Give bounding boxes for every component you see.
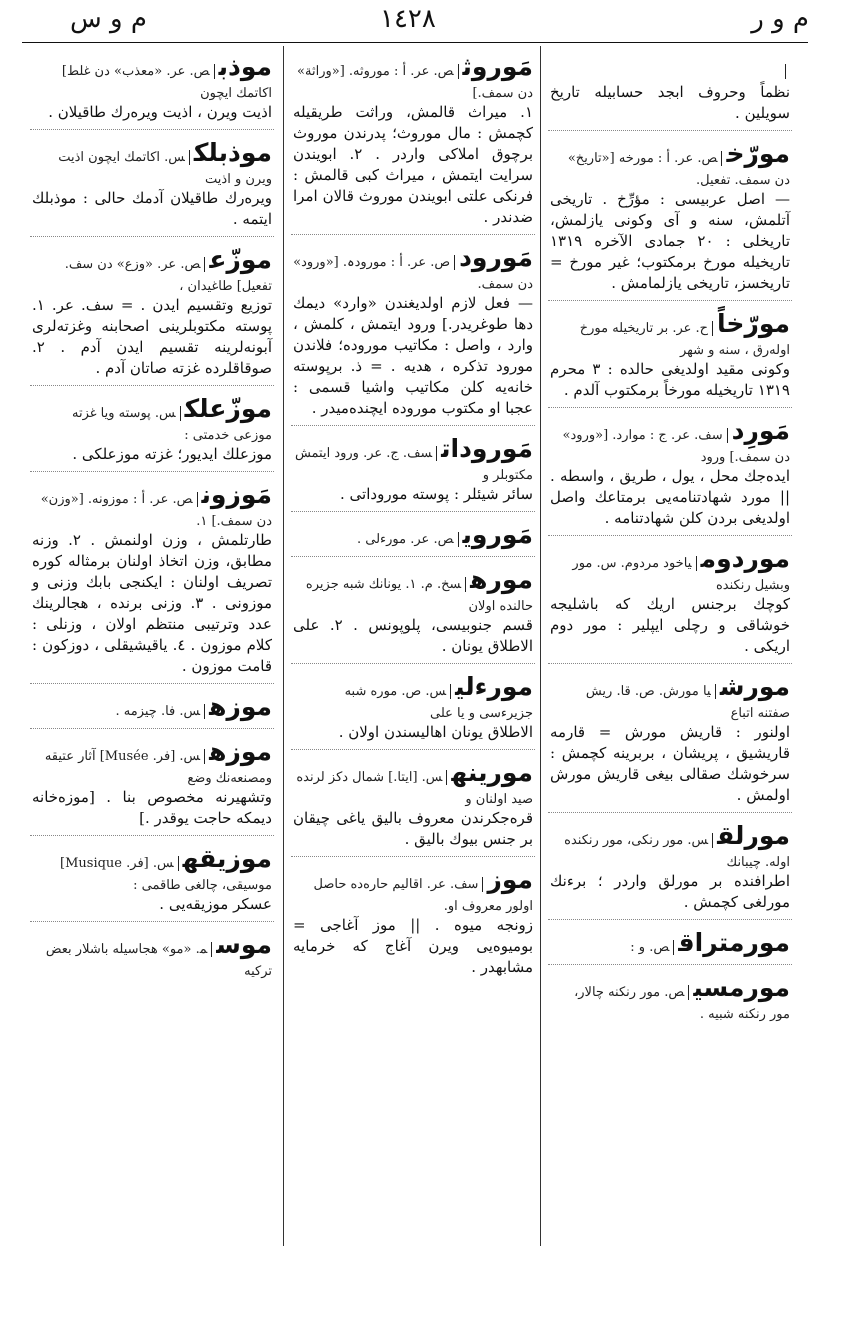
dictionary-entry <box>291 756 535 857</box>
dictionary-entry <box>291 863 535 984</box>
entry-definition: کوچك برجنس اریك که باشلیجه خوشاقی و رچلی ایپلیر : مور دوم اریکی . <box>550 595 790 655</box>
entry-definition: توزیع وتقسیم ایدن . = سف. عر. ١. پوسته مکتوبلرینی اصحابنه وغزته‌لری آبونه‌لرینه تقسیم ایدن آدم . ٢. صوقاقلرده غزته صاتان آدم . <box>32 296 272 377</box>
entry-headword: موزّع <box>209 245 272 274</box>
entry-definition: — اصل عربیسی : مؤرِّخ . تاریخی آتلمش، سنه و آی وکونی یازلمش، تاریخلی : ٢٠ جمادی الآخره ١٣١٩ تاریخیله مورخ برمکتوب؛ غیر مورخ = تاریخسز، تاریخی یازلمامش . <box>550 190 790 292</box>
entry-headword: مورینه <box>451 758 533 787</box>
dictionary-entry <box>548 670 792 813</box>
entry-grammar: ص. عر. أ : مورودہ. [«ورود» دن سمف. <box>293 255 533 292</box>
entry-headword: موذبلك <box>193 138 272 167</box>
dictionary-entry <box>30 136 274 237</box>
page-header <box>0 0 849 44</box>
dictionary-entry <box>30 243 274 386</box>
dictionary-entry <box>30 735 274 836</box>
entry-grammar <box>781 64 786 79</box>
entry-headword: مورّخ <box>726 139 790 168</box>
entry-grammar: س. [فر. Musée] آثار عتیقه ومصنعه‌نك وضع <box>44 749 272 786</box>
entry-headword: موذب <box>218 52 272 81</box>
entry-definition: ویره‌رك طاقیلان آدمك حالی : موذبلك ایتمه . <box>32 189 272 228</box>
entry-headword: موردوم <box>700 544 790 573</box>
entry-headword: مورمسی <box>693 973 790 1002</box>
dictionary-entry <box>30 478 274 684</box>
entry-grammar: ح. عر. بر تاریخیله مورخ اوله‌رق ، سنه و شهر <box>579 321 790 358</box>
dictionary-entry <box>30 50 274 130</box>
dictionary-entry <box>30 392 274 472</box>
dictionary-entry <box>548 50 792 131</box>
dictionary-entry <box>548 414 792 536</box>
header-rule <box>22 42 808 43</box>
entry-definition: الاطلاق یونان اهالیسندن اولان . <box>338 723 533 741</box>
entry-grammar: س. [فر. Musique] موسیقی، چالغی طاقمی : <box>60 856 272 893</box>
entry-headword: موزّعلك <box>184 394 272 423</box>
entry-grammar: ص. و : <box>630 940 674 955</box>
entry-headword: مَوروث <box>462 52 533 81</box>
header-letters-left: م و س <box>70 4 147 34</box>
entry-definition: قره‌جکرندن معروف بالیق یاغی چیقان بر جنس بیوك بالیق . <box>293 809 533 848</box>
entry-grammar: ص. عر. أ : مورخه [«تاریخ» دن سمف. تفعیل. <box>567 151 790 188</box>
entry-headword: مَورودات <box>441 434 533 463</box>
entry-grammar: سف. عر. ج : موارد. [«ورود» دن سمف.] ورود <box>562 428 790 465</box>
column-divider <box>283 46 284 1246</box>
entry-grammar: یا مورش. ص. قا. ریش صفتنه اتباع <box>585 684 790 721</box>
entry-definition: وتشهیرنه مخصوص بنا . [موزه‌خانه دیمکه حاجت یوقدر .] <box>32 788 272 827</box>
entry-grammar: ص. عر. «معذب» دن غلط] اکاتمك ایچون <box>61 64 272 101</box>
entry-definition: — فعل لازم اولدیغندن «وارد» دیمك دها طوغریدر.] ورود ایتمش ، کلمش ، وارد ، واصل : مکاتیب موروده؛ فلاندن مورود تذکره ، هدیه . = ذ. برپوسته خانه‌یه کلن مکاتیب واشیا قسمی : عجبا او مکتوب موروده ایچنده‌میدر . <box>293 294 533 417</box>
entry-headword: مورءلی <box>455 672 533 701</box>
entry-headword: مَورِد <box>731 416 790 445</box>
dictionary-entry <box>548 971 792 1029</box>
entry-grammar: م‍. «مو» هجاسیله باشلار بعض ترکیه <box>45 942 272 979</box>
entry-definition: قسم جنوبیسی، پلوپونس . ٢. علی الاطلاق یونان . <box>293 616 533 655</box>
column-left <box>30 50 274 1246</box>
page-number: ١٤٢٨ <box>380 4 436 34</box>
entry-definition: اولنور : قاریش مورش = قارمه قاریشیق ، پریشان ، بربرینه کچمش : سرخوشك صقالی بیغی قاریش مورش اولمش . <box>550 723 790 804</box>
dictionary-entry <box>30 690 274 729</box>
column-divider <box>540 46 541 1246</box>
entry-definition: نظماً وحروف ابجد حسابیله تاریخ سویلین . <box>550 83 790 122</box>
entry-headword: موز <box>487 865 533 894</box>
dictionary-entry <box>548 819 792 920</box>
entry-headword: موزه <box>209 737 272 766</box>
entry-grammar: ص. عر. أ : موزونه. [«وزن» دن سمف.] ١. <box>40 492 272 529</box>
entry-definition: اطرافنده بر مورلق واردر ؛ برءنك مورلغی کچمش . <box>550 872 790 911</box>
entry-definition: طارتلمش ، وزن اولنمش . ٢. وزنه مطابق، وزن اتخاذ اولنان برمثاله کوره تصریف اولنان : ایکنجی بابك وزنی و موزونی . ٣. وزنی برنده ، هجالرینك عدد وترتیبی منتظم اولان ، وزنلی : کلام موزون . ٤. یاقیشیقلی ، دوزکون : قامت موزون . <box>32 531 272 675</box>
dictionary-entry <box>291 50 535 235</box>
entry-headword: مورمتراق <box>678 928 790 957</box>
header-letters-right: م و ر <box>751 4 809 34</box>
entry-grammar: س. پوسته ویا غزته موزعی خدمتی : <box>71 406 272 443</box>
entry-grammar: ص. عر. مورءلی . <box>357 532 459 547</box>
entry-grammar: س. ص. موره شبه جزیرءسی و یا علی <box>344 684 533 721</box>
dictionary-entry <box>30 928 274 986</box>
entry-grammar: س. فا. چیزمه . <box>116 704 206 719</box>
entry-headword: موزه <box>209 692 272 721</box>
entry-grammar: سف. عر. اقالیم حاره‌ده حاصل اولور معروف او. <box>313 877 533 914</box>
dictionary-entry <box>291 518 535 557</box>
entry-grammar: سخ. م. ١. یونانك شبه جزیره حالنده اولان <box>305 577 533 614</box>
entry-headword: مَورود <box>459 243 533 272</box>
entry-grammar: ص. عر. أ : موروثه. [«وراثة» دن سمف.] <box>297 64 533 101</box>
entry-grammar: ص. مور رنکنه چالار، مور رنکنه شبیه . <box>574 985 790 1022</box>
dictionary-entry <box>291 432 535 512</box>
entry-headword: موره <box>470 565 533 594</box>
entry-grammar: س. مور رنکی، مور رنکنده اوله. چیبانك <box>564 833 790 870</box>
dictionary-entry <box>548 307 792 408</box>
column-right <box>548 50 792 1246</box>
entry-grammar: یاخود مردوم. س. مور وبشیل رنکنده <box>572 556 790 593</box>
entry-headword: مورّخاً <box>717 309 790 338</box>
dictionary-entry <box>548 137 792 301</box>
entry-headword: موس <box>216 930 272 959</box>
entry-definition: زونجه میوه . || موز آغاجی = بومیوه‌یی ویرن آغاج که خرمایه مشابهدر . <box>293 916 533 976</box>
entry-definition: سائر شیئلر : پوسته موروداتی . <box>340 485 533 503</box>
dictionary-entry <box>548 542 792 664</box>
entry-definition: ایده‌جك محل ، یول ، طریق ، واسطه . || مورد شهادتنامه‌یی برمتاعك واصل اولدیغی بردن کلن شهادتنامه . <box>550 467 790 527</box>
entry-headword: مَوزون <box>201 480 272 509</box>
dictionary-entry <box>291 563 535 664</box>
dictionary-entry <box>291 241 535 426</box>
entry-grammar: س. [ایتا.] شمال دکز لرنده صید اولنان و <box>296 770 533 807</box>
entry-grammar: س. اکاتمك ایچون اذیت ویرن و اذیت <box>58 150 272 187</box>
column-middle <box>291 50 535 1246</box>
entry-definition: عسکر موزیقه‌یی . <box>159 895 272 913</box>
entry-definition: ١. میراث قالمش، وراثت طریقیله کچمش : مال موروث؛ پدرندن موروث برچوق املاکی واردر . ٢. ابویندن سرایت ایتمش ، میراث کبی قالمش : فرنکی علتی ابویندن موروث قالان امرا ضدندر . <box>293 103 533 226</box>
dictionary-entry <box>548 926 792 965</box>
entry-headword: موزیقه <box>182 844 272 873</box>
entry-grammar: سف. ج. عر. ورود ایتمش مکتوبلر و <box>294 446 533 483</box>
entry-definition: موزعلك ایدیور؛ غزته موزعلکی . <box>72 445 272 463</box>
dictionary-entry <box>30 842 274 922</box>
entry-definition: وکونی مقید اولدیغی حالده : ٣ محرم ١٣١٩ تاریخیله مورخاً برمکتوب آلدم . <box>550 360 790 399</box>
entry-definition: اذیت ویرن ، اذیت ویره‌رك طاقیلان . <box>48 103 272 121</box>
entry-headword: مَوروی <box>462 520 533 549</box>
entry-headword: مورلق <box>717 821 790 850</box>
entry-grammar: ص. عر. «وزع» دن سف. تفعیل] طاغیدان ، <box>64 257 272 294</box>
entry-headword: مورش <box>719 672 790 701</box>
dictionary-entry <box>291 670 535 750</box>
